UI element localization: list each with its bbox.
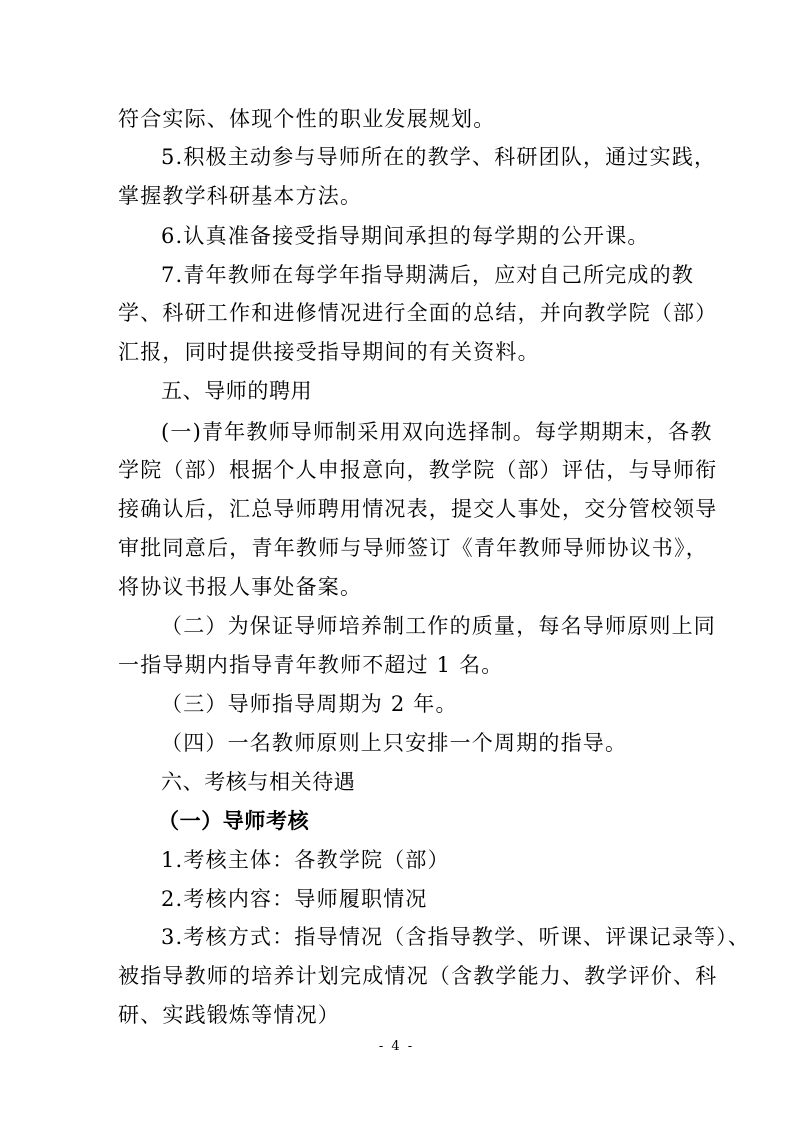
clause-one-line: 审批同意后，青年教师与导师签订《青年教师导师协议书》， — [118, 536, 708, 560]
section-heading-six: 六、考核与相关待遇 — [161, 770, 356, 794]
clause-two-line: （二）为保证导师培养制工作的质量，每名导师原则上同 — [161, 614, 716, 638]
clause-one-line: (一)青年教师导师制采用双向选择制。每学期期末，各教 — [161, 420, 713, 444]
list-item-6-line: 6.认真准备接受指导期间承担的每学期的公开课。 — [161, 224, 650, 248]
section-heading-five: 五、导师的聘用 — [161, 379, 313, 403]
list-item-7-line: 汇报，同时提供接受指导期间的有关资料。 — [118, 340, 540, 364]
subsection-heading-mentor-assessment: （一）导师考核 — [158, 809, 310, 833]
list-item-5-line: 5.积极主动参与导师所在的教学、科研团队，通过实践， — [161, 145, 717, 169]
list-item-7-line: 学、科研工作和进修情况进行全面的总结，并向教学院（部） — [118, 301, 718, 325]
page-number: - 4 - — [378, 1039, 415, 1054]
assessment-item-1: 1.考核主体：各教学院（部） — [161, 848, 450, 872]
clause-two-line: 一指导期内指导青年教师不超过 1 名。 — [118, 653, 504, 677]
clause-three-line: （三）导师指导周期为 2 年。 — [161, 692, 458, 716]
assessment-item-2: 2.考核内容：导师履职情况 — [161, 887, 428, 911]
list-item-5-line: 掌握教学科研基本方法。 — [118, 184, 363, 208]
clause-one-line: 学院（部）根据个人申报意向，教学院（部）评估，与导师衔 — [118, 458, 718, 482]
list-item-7-line: 7.青年教师在每学年指导期满后，应对自己所完成的教 — [161, 263, 695, 287]
assessment-item-3-line: 研、实践锻炼等情况） — [118, 1003, 340, 1027]
clause-one-line: 将协议书报人事处备案。 — [118, 575, 363, 599]
assessment-item-3-line: 3.考核方式：指导情况（含指导教学、听课、评课记录等）、 — [161, 925, 751, 949]
assessment-item-3-line: 被指导教师的培养计划完成情况（含教学能力、教学评价、科 — [118, 964, 718, 988]
clause-four-line: （四）一名教师原则上只安排一个周期的指导。 — [161, 731, 628, 755]
clause-one-line: 接确认后，汇总导师聘用情况表，提交人事处，交分管校领导 — [118, 497, 718, 521]
paragraph-line: 符合实际、体现个性的职业发展规划。 — [118, 107, 496, 131]
